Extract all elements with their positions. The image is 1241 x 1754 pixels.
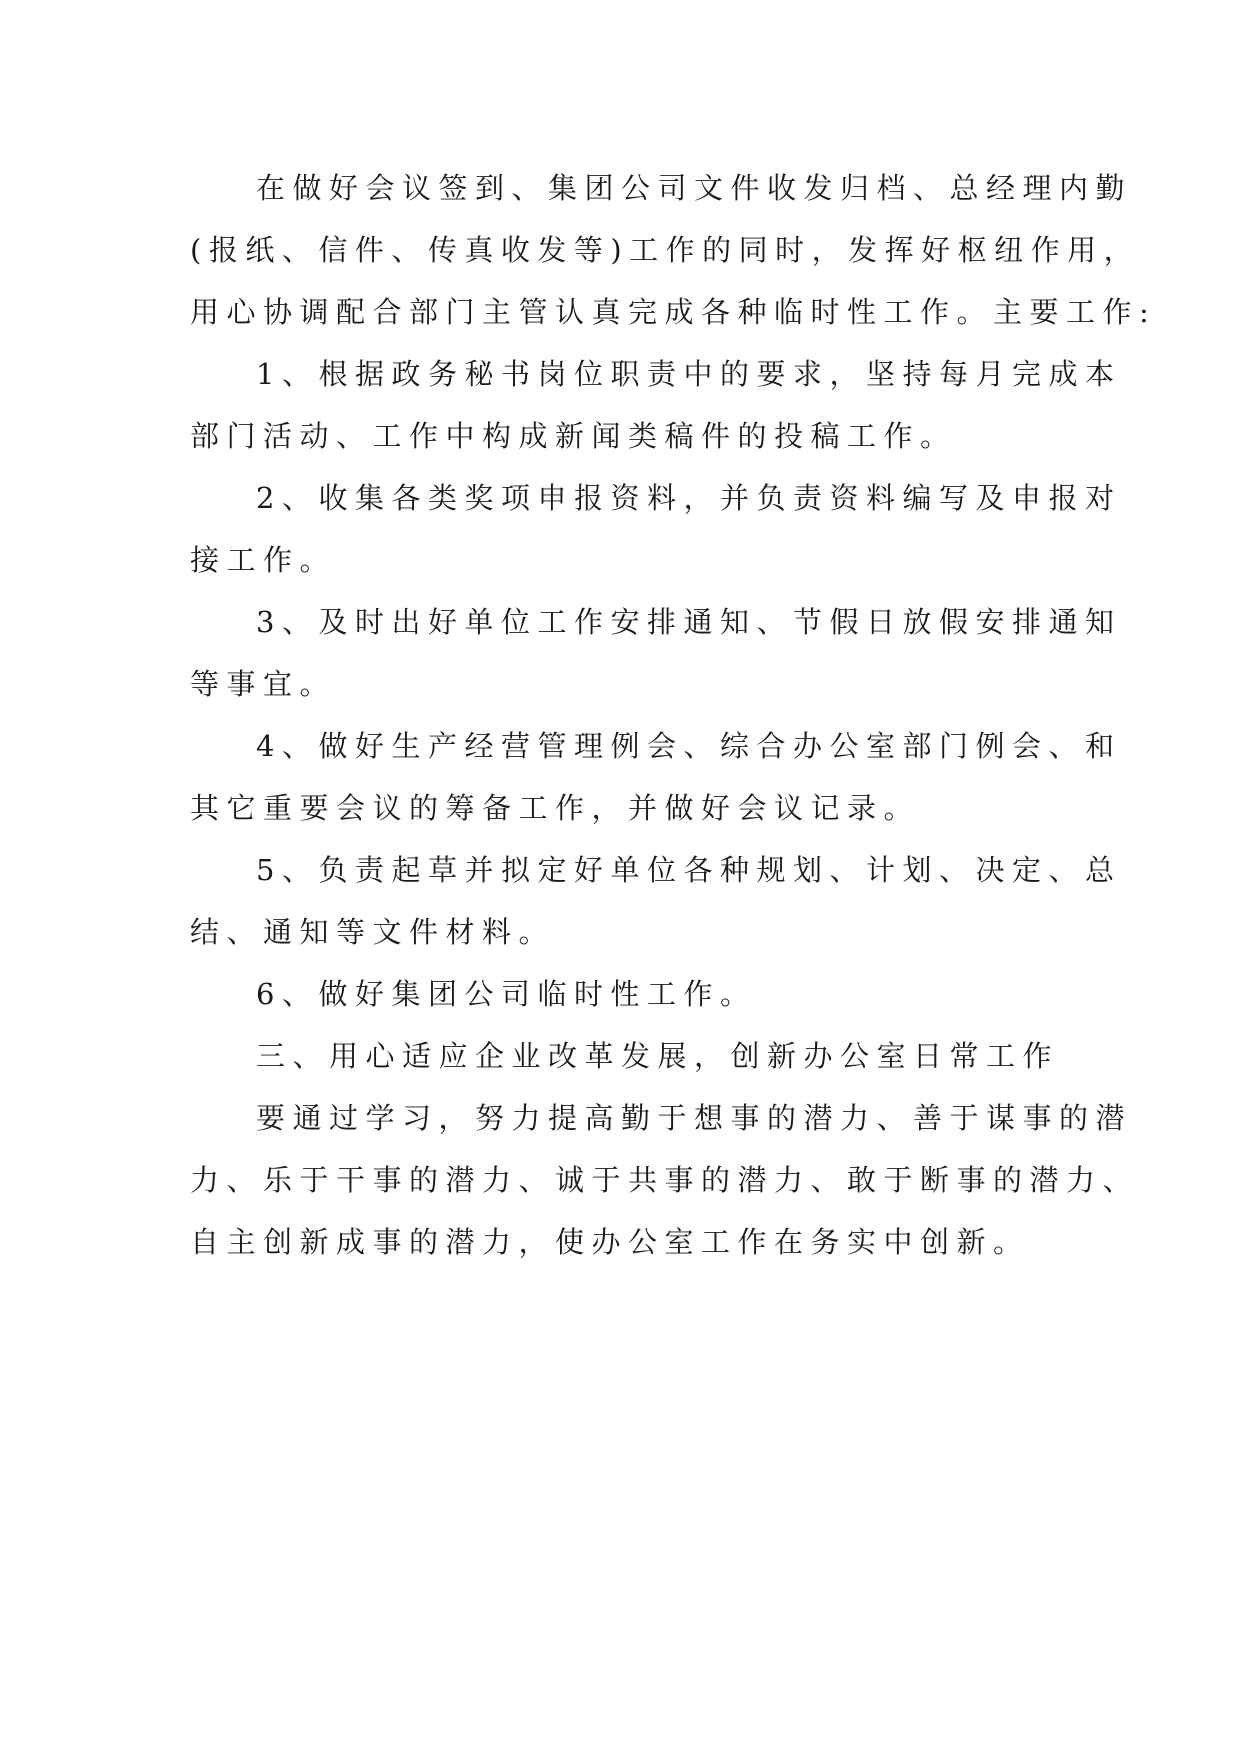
- text-line: 2、收集各类奖项申报资料，并负责资料编写及申报对: [256, 481, 1122, 515]
- text-line: 接工作。: [190, 543, 337, 577]
- text-line: 用心协调配合部门主管认真完成各种临时性工作。主要工作:: [190, 295, 1157, 329]
- text-line: 结、通知等文件材料。: [190, 915, 556, 949]
- section-heading: 三、用心适应企业改革发展，创新办公室日常工作: [256, 1039, 1060, 1073]
- text-line: 自主创新成事的潜力，使办公室工作在务实中创新。: [190, 1225, 1030, 1259]
- text-line: 4、做好生产经营管理例会、综合办公室部门例会、和: [256, 729, 1122, 763]
- text-line: 其它重要会议的筹备工作，并做好会议记录。: [190, 791, 921, 825]
- text-line: 等事宜。: [190, 667, 337, 701]
- text-line: 部门活动、工作中构成新闻类稿件的投稿工作。: [190, 419, 957, 453]
- document-body: [190, 157, 1157, 1273]
- text-line: 1、根据政务秘书岗位职责中的要求，坚持每月完成本: [256, 357, 1122, 391]
- text-line: 力、乐于干事的潜力、诚于共事的潜力、敢于断事的潜力、: [190, 1163, 1140, 1197]
- text-line: 要通过学习，努力提高勤于想事的潜力、善于谋事的潜: [256, 1101, 1133, 1135]
- text-line: 3、及时出好单位工作安排通知、节假日放假安排通知: [256, 605, 1122, 639]
- text-line: 6、做好集团公司临时性工作。: [256, 977, 757, 1011]
- text-line: (报纸、信件、传真收发等)工作的同时，发挥好枢纽作用，: [190, 233, 1141, 267]
- text-line: 在做好会议签到、集团公司文件收发归档、总经理内勤: [256, 171, 1133, 205]
- text-line: 5、负责起草并拟定好单位各种规划、计划、决定、总: [256, 853, 1122, 887]
